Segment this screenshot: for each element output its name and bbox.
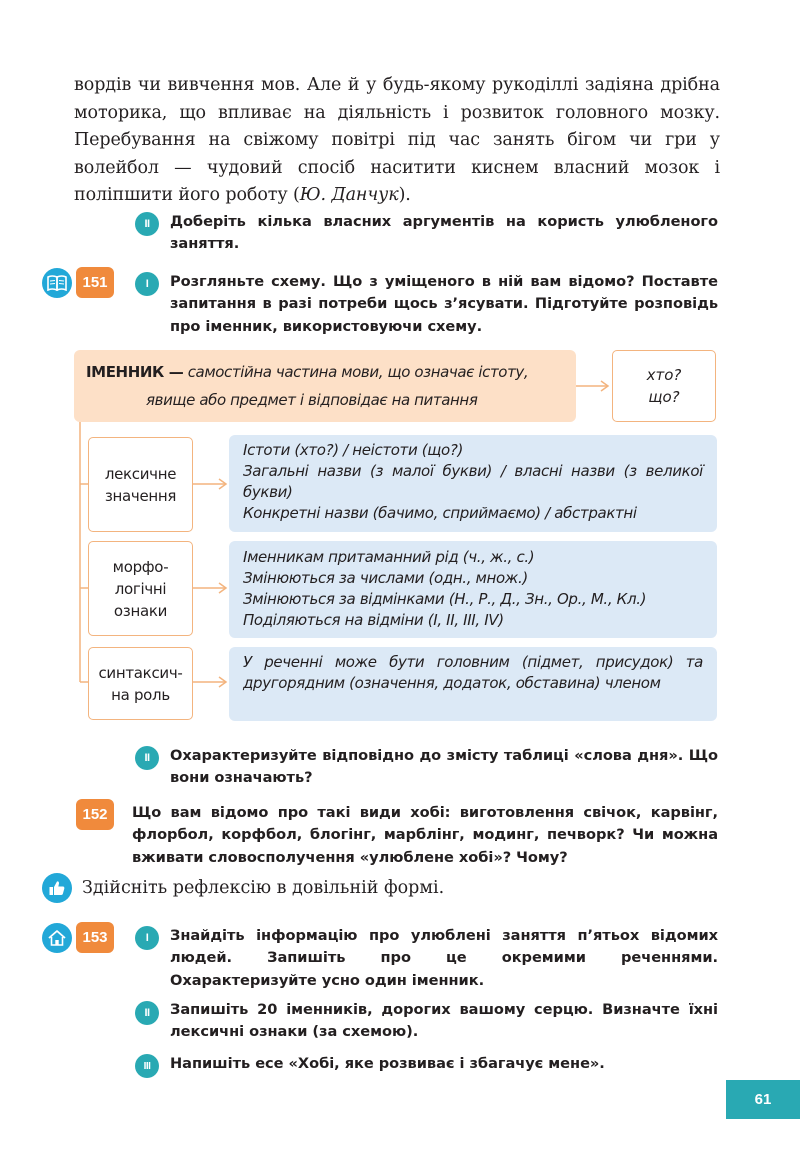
scheme-question: що? (648, 388, 680, 406)
level-badge-iii: III (135, 1054, 159, 1078)
ex151-task-ii-text: Охарактеризуйте відповідно до змісту таблиці «слова дня». Що вони означають? (170, 747, 718, 787)
task-prev-ii-text: Доберіть кілька власних аргументів на користь улюбленого заняття. (170, 213, 718, 253)
scheme-head (74, 350, 576, 422)
intro-author: Ю. Данчук (299, 185, 399, 205)
scheme-question: хто? (646, 366, 682, 384)
ex153-task-iii-text: Напишіть есе «Хобі, яке розвиває і збагачує мене». (170, 1055, 605, 1072)
level-badge-ii: II (135, 1001, 159, 1025)
level-badge-ii: II (135, 212, 159, 236)
exercise-number-152: 152 (76, 799, 114, 830)
page-number: 61 (726, 1080, 800, 1119)
ex152-task-text: Що вам відомо про такі види хобі: виготовлення свічок, карвінг, флорбол, корфбол, блогінг, марблінг, модинг, печворк? Чи можна вживати словосполучення «улюблене хобі»? Чому? (132, 804, 718, 866)
scheme-label-lexical: лексичне значення (88, 437, 193, 532)
scheme-head-def-2: явище або предмет і відповідає на питання (146, 391, 478, 409)
scheme-info-syntactic: У реченні може бути головним (підмет, присудок) та другорядним (означення, додаток, обставина) членом (229, 647, 717, 721)
ex153-task-ii-text: Запишіть 20 іменників, дорогих вашому серцю. Визначте їхні лексичні ознаки (за схемою). (170, 1001, 718, 1041)
intro-paragraph: вордів чи вивчення мов. Але й у будь-якому рукоділлі задіяна дрібна моторика, що впливає на діяльність і розвиток головного мозку. Перебування на свіжому повітрі під час занять бігом чи гри у волейбол — чудовий спосіб наситити киснем власний мозок і поліпшити його роботу (Ю. Данчук). (74, 75, 720, 205)
scheme-head-def-1: самостійна частина мови, що означає істоту, (187, 363, 529, 381)
exercise-number-151: 151 (76, 267, 114, 298)
ex151-task-text: Розгляньте схему. Що з уміщеного в ній вам відомо? Поставте запитання в разі потреби щось з’ясувати. Підготуйте розповідь про іменник, використовуючи схему. (170, 273, 718, 335)
level-badge-ii: II (135, 746, 159, 770)
scheme-label-morphological: морфо- логічні ознаки (88, 541, 193, 636)
ex153-task-i-text: Знайдіть інформацію про улюблені заняття п’ятьох відомих людей. Запишіть про це окремими реченнями. Охарактеризуйте усно один іменник. (170, 927, 718, 989)
scheme-info-morphological: Іменникам притаманний рід (ч., ж., с.) Змінюються за числами (одн., множ.) Змінюються за відмінками (Н., Р., Д., Зн., Ор., М., Кл.) Поділяються на відміни (I, II, III, IV) (229, 541, 717, 638)
scheme-info-lexical: Істоти (хто?) / неістоти (що?) Загальні назви (з малої букви) / власні назви (з великої букви) Конкретні назви (бачимо, сприймаємо) / абстрактні (229, 435, 717, 532)
reflection-text: Здійсніть рефлексію в довільній формі. (82, 878, 445, 898)
scheme-label-syntactic: синтаксич- на роль (88, 647, 193, 720)
home-icon (42, 923, 72, 953)
level-badge-i: I (135, 926, 159, 950)
thumbs-up-icon (42, 873, 72, 903)
exercise-number-153: 153 (76, 922, 114, 953)
scheme-questions-box (612, 350, 716, 422)
scheme-head-term: ІМЕННИК — (86, 363, 184, 381)
level-badge-i: I (135, 272, 159, 296)
